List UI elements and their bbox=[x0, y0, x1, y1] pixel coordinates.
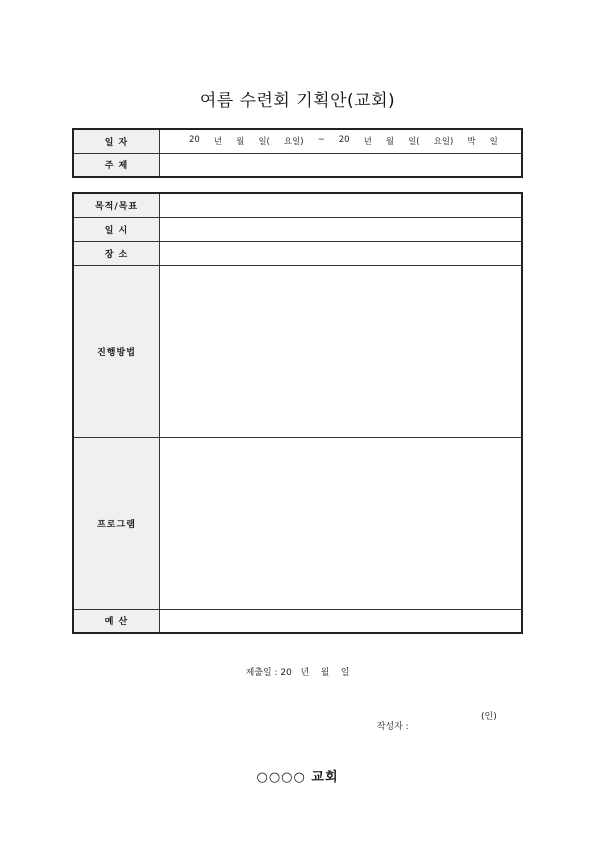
date-part: 년 bbox=[363, 137, 372, 148]
date-part: 월 bbox=[236, 137, 245, 148]
date-range-text bbox=[160, 135, 521, 147]
church-name: ○○○○ 교회 bbox=[256, 770, 339, 785]
date-label: 일 자 bbox=[73, 129, 160, 153]
author-label: 작성자 : bbox=[376, 722, 409, 732]
document-title: 여름 수련회 기획안(교회) bbox=[199, 91, 396, 111]
budget-label: 예 산 bbox=[73, 609, 160, 633]
date-part: 일( bbox=[258, 137, 270, 148]
method-field[interactable] bbox=[160, 265, 523, 437]
purpose-field[interactable] bbox=[160, 193, 523, 217]
date-part: 박 bbox=[467, 137, 476, 148]
date-part: 일 bbox=[489, 137, 498, 148]
date-part: 20 bbox=[338, 135, 350, 146]
seal-mark: (인) bbox=[481, 712, 497, 722]
date-part: ~ bbox=[317, 135, 325, 146]
budget-field[interactable] bbox=[160, 609, 523, 633]
method-label: 진행방법 bbox=[73, 265, 160, 437]
date-part: 일( bbox=[408, 137, 420, 148]
purpose-label: 목적/목표 bbox=[73, 193, 160, 217]
date-range-field[interactable] bbox=[160, 129, 523, 153]
submit-date: 제출일 : 20 년 월 일 bbox=[245, 668, 350, 678]
schedule-label: 일 시 bbox=[73, 217, 160, 241]
date-part: 요일) bbox=[433, 137, 454, 148]
program-field[interactable] bbox=[160, 437, 523, 609]
place-label: 장 소 bbox=[73, 241, 160, 265]
header-table bbox=[72, 128, 523, 178]
plan-table bbox=[72, 192, 523, 634]
date-part: 20 bbox=[189, 135, 200, 146]
schedule-field[interactable] bbox=[160, 217, 523, 241]
date-part: 요일) bbox=[283, 137, 304, 148]
date-part: 월 bbox=[385, 137, 395, 148]
program-label: 프로그램 bbox=[73, 437, 160, 609]
author-line bbox=[371, 709, 497, 742]
topic-field[interactable] bbox=[160, 153, 523, 177]
place-field[interactable] bbox=[160, 241, 523, 265]
topic-label: 주 제 bbox=[73, 153, 160, 177]
date-part: 년 bbox=[213, 137, 223, 148]
